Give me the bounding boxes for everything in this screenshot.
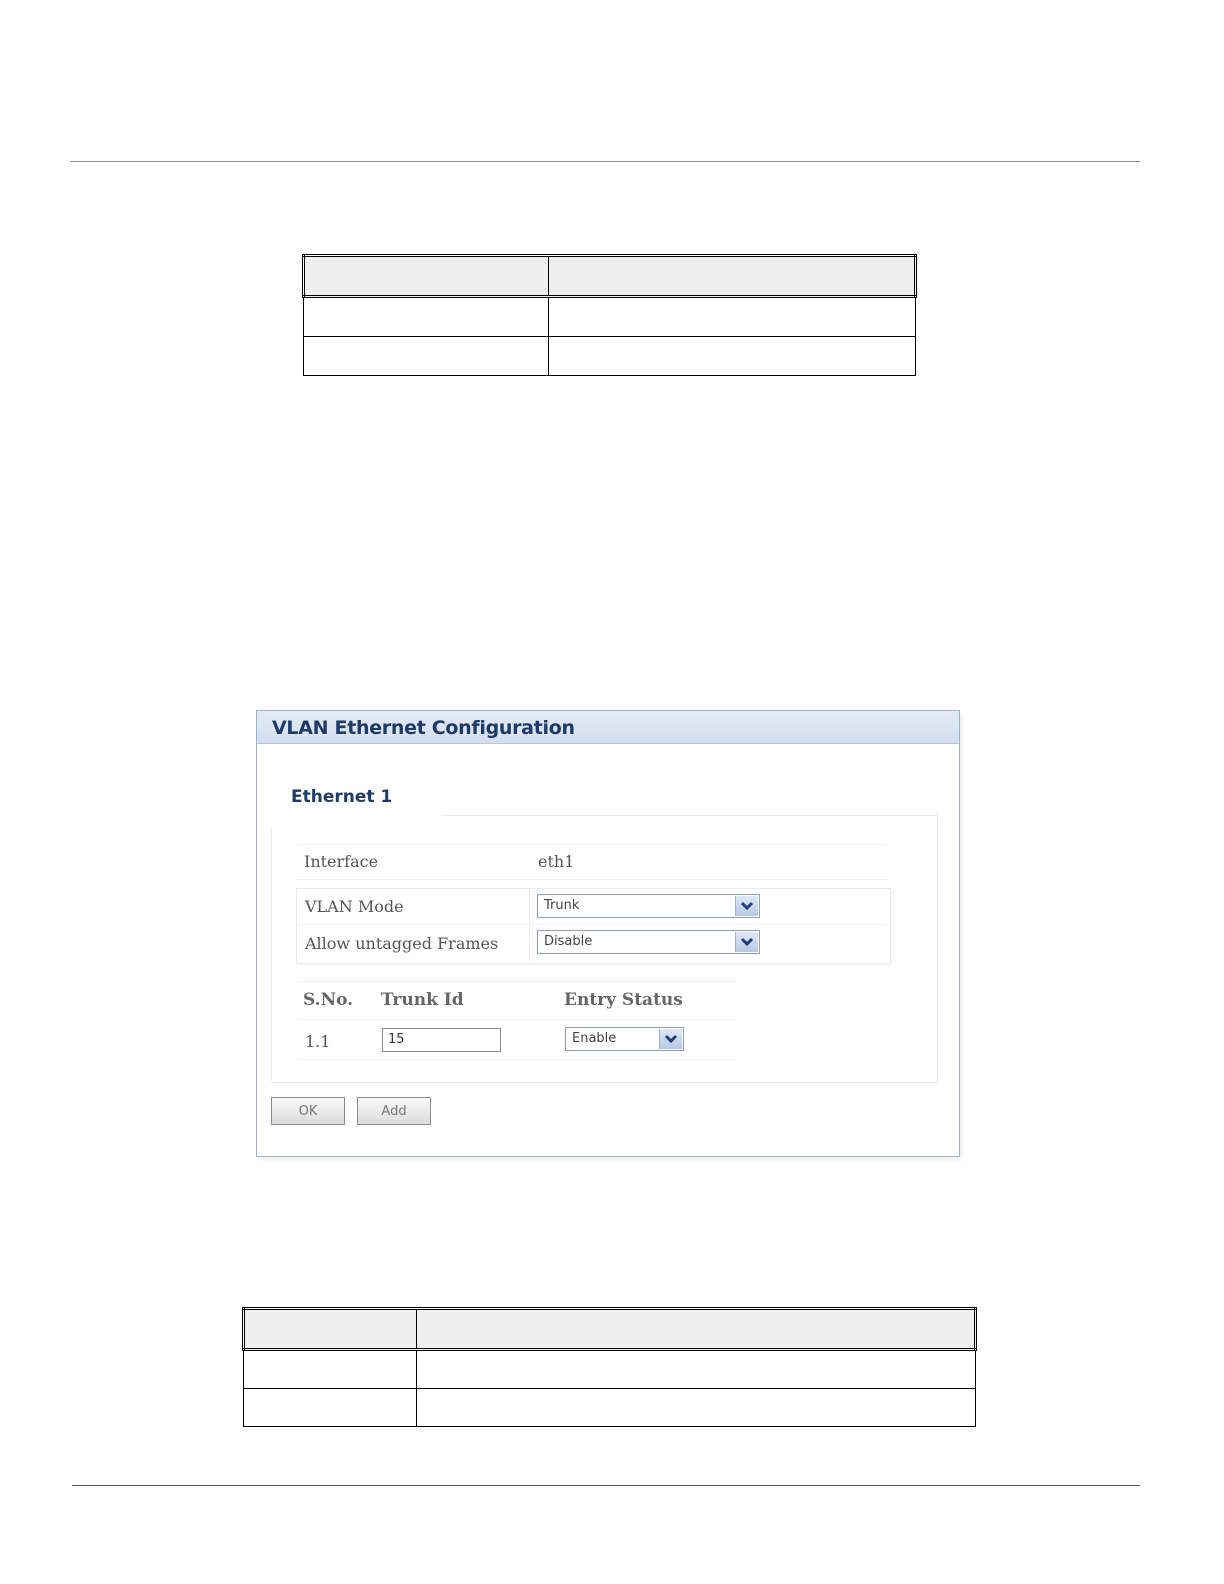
table-header-row bbox=[244, 1309, 976, 1350]
vlan-mode-select[interactable] bbox=[537, 894, 760, 918]
trunk-id-header: Trunk Id bbox=[381, 990, 464, 1010]
vlan-mode-label: VLAN Mode bbox=[305, 897, 404, 916]
interface-label: Interface bbox=[304, 852, 379, 871]
footer-rule bbox=[72, 1485, 1140, 1486]
sno-header: S.No. bbox=[303, 990, 354, 1010]
divider bbox=[297, 879, 887, 880]
entry-status-select[interactable] bbox=[565, 1027, 684, 1051]
parameter-table-2 bbox=[242, 1307, 977, 1427]
trunk-id-value: 15 bbox=[388, 1032, 405, 1047]
panel-title: VLAN Ethernet Configuration bbox=[272, 717, 575, 739]
divider bbox=[297, 981, 737, 982]
divider bbox=[297, 1059, 737, 1060]
section-title: Ethernet 1 bbox=[291, 787, 393, 807]
chevron-down-icon bbox=[659, 1029, 682, 1049]
divider bbox=[529, 889, 530, 962]
trunk-id-input[interactable] bbox=[382, 1028, 501, 1052]
divider bbox=[297, 924, 887, 925]
table-row bbox=[304, 337, 916, 376]
table-row bbox=[244, 1389, 976, 1427]
add-button[interactable]: Add bbox=[357, 1097, 431, 1125]
table-row bbox=[304, 297, 916, 337]
chevron-down-icon bbox=[735, 932, 758, 952]
entry-status-selected: Enable bbox=[572, 1031, 617, 1046]
untagged-frames-select[interactable] bbox=[537, 930, 760, 954]
table-row bbox=[244, 1350, 976, 1389]
vlan-mode-selected: Trunk bbox=[544, 898, 580, 913]
parameter-table-1 bbox=[302, 254, 917, 376]
panel-header bbox=[257, 711, 959, 744]
divider bbox=[297, 844, 887, 845]
header-rule bbox=[70, 161, 1140, 162]
table-header-row bbox=[304, 256, 916, 297]
divider bbox=[297, 1019, 737, 1020]
ok-button[interactable]: OK bbox=[271, 1097, 345, 1125]
untagged-frames-label: Allow untagged Frames bbox=[305, 934, 499, 953]
interface-value: eth1 bbox=[538, 852, 575, 871]
vlan-ethernet-configuration-panel bbox=[256, 710, 960, 1157]
sno-value: 1.1 bbox=[305, 1032, 331, 1051]
untagged-frames-selected: Disable bbox=[544, 934, 593, 949]
chevron-down-icon bbox=[735, 896, 758, 916]
entry-status-header: Entry Status bbox=[564, 990, 683, 1010]
